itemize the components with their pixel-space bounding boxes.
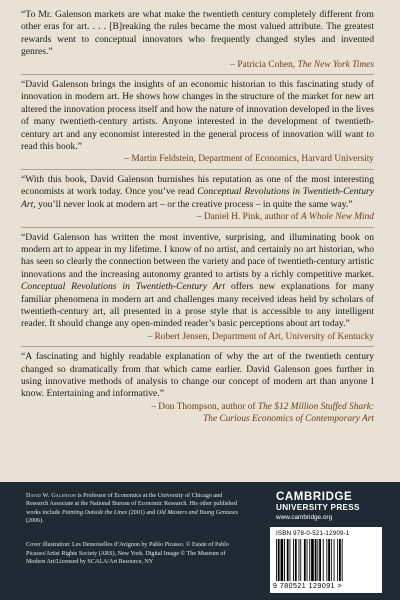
quote-text: “David Galenson brings the insights of an economic historian to this fascinating study of innovation in modern art. He shows how changes in the structure of the market for new art altered the innovation process itself and how the nature of innovation developed in the lives of many twentieth-century artists. Anyone interested in the development of twentieth-century art and any economist interested in the general process of innovation will want to read this book.” [21,79,374,153]
quote-block [21,346,374,425]
barcode-bar [326,539,327,581]
author-bio: David W. Galenson is Professor of Economics at the University of Chicago and Research Associate at the National Bureau of Economic Research. His other published works include Painting Outside the Lines (2001) and Old Masters and Young Geniuses (2006). [26,493,239,525]
barcode-bar [317,539,318,581]
barcode-bar [304,539,306,581]
quote-block [21,9,374,71]
author-name: David W. Galenson [26,493,77,499]
footer-band [0,482,400,600]
quote-text: “David Galenson has written the most inventive, surprising, and illuminating book on modern art to appear in my lifetime. I know of no artist, and certainly no art historian, who has seen so clearly the connection between the variety and pace of twentieth-century artistic innovations and the increasing autonomy granted to artists by a richly competitive market. Conceptual Revolutions in Twentieth-Century Art offers new explanations for many familiar phenomena in modern art and challenges many received ideas held by scholars of twentieth-century art, all presented in a prose style that is accessible to any intelligent reader. It should change any open-minded reader’s basic perceptions about art today.” [21,231,374,330]
quote-attribution: – Patricia Cohen, The New York Times [230,59,374,70]
quote-block [21,169,374,224]
publisher-url: www.cambridge.org [276,513,333,521]
barcode-bar [339,539,341,581]
barcode-bar [342,539,343,581]
barcode-bar [337,539,338,581]
publisher-logo [276,491,376,522]
quote-text: “A fascinating and highly readable explanation of why the art of the twentieth century changed so dramatically from that which came earlier. David Galenson goes further in using innovative methods of analysis to change our concept of modern art than anyone I know. Entertaining and informative.” [21,351,374,400]
book-title: Conceptual Revolutions in Twentieth-Century Art [21,186,374,210]
barcode-bar [331,539,332,581]
barcode-bar [315,539,317,581]
publisher-subtitle: UNIVERSITY PRESS [276,503,360,512]
barcode-bar [281,539,284,581]
barcode-icon [276,539,376,581]
barcode-bar [309,539,310,581]
barcode-panel [270,527,382,593]
barcode-bar [311,539,314,581]
barcode-bar [293,539,294,581]
quote-attribution: – Martin Feldstein, Department of Economics, Harvard University [124,154,374,165]
barcode-digits: 9 780521 129091 > [273,583,343,590]
barcode-bar [299,539,300,581]
barcode-bar [334,539,335,581]
barcode-bar [328,539,330,581]
quote-attribution: – Robert Jensen, Department of Art, University of Kentucky [147,331,374,342]
quote-block [21,227,374,344]
barcode-bar [319,539,321,581]
book-title: Conceptual Revolutions in Twentieth-Century Art [21,281,226,293]
barcode-bar [300,539,301,581]
publisher-name: CAMBRIDGE [276,491,353,503]
barcode-bar [307,539,308,581]
barcode-bar [287,539,289,581]
barcode-bar [323,539,324,581]
barcode-bar [276,539,277,581]
quote-block [21,74,374,166]
barcode-bar [290,539,291,581]
barcode-bar [295,539,297,581]
quote-text: “To Mr. Galenson markets are what make the twentieth century completely different from other eras for art. . . . [B]reaking the rules became the most valued attribute. The greatest rewards went to conceptual innovators who frequently changed styles and invented genres.” [21,9,374,58]
quote-attribution: – Daniel H. Pink, author of A Whole New Mind [196,212,374,223]
cover-credit: Cover illustration: Les Demoiselles d’Avignon by Pablo Picasso. © Estate of Pablo Picasso/Artist Rights Society (ARS), New York. Digital Image © The Museum of Modern Art/Licensed by SCALA/Art Resource, NY [26,542,229,566]
quote-attribution: – Don Thompson, author of The $12 Million Stuffed Shark: The Curious Economics of Contemporary Art [151,401,374,425]
quote-text: “With this book, David Galenson burnishes his reputation as one of the most interesting economists at work today. Once you’ve read Conceptual Revolutions in Twentieth-Century Art, you’ll never look at modern art – or the creative process – in quite the same way.” [21,173,374,210]
barcode-bar [278,539,280,581]
isbn-label: ISBN 978-0-521-12909-1 [276,530,350,537]
barcode-bar [284,539,285,581]
